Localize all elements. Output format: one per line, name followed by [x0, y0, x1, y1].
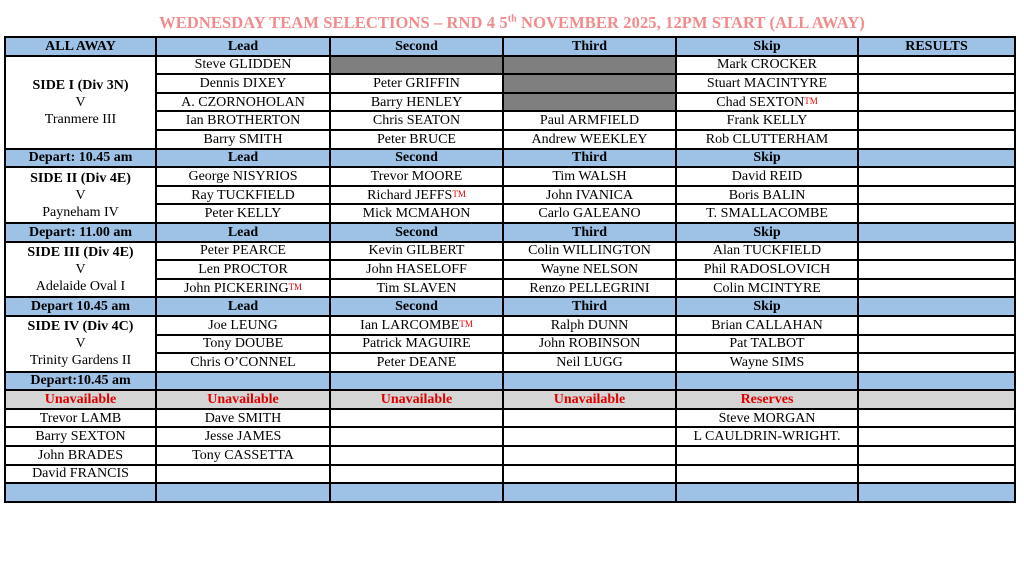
second-cell: Barry HENLEY	[330, 93, 503, 112]
unavailable-cell: Trevor LAMB	[5, 409, 156, 428]
table-row	[5, 242, 1015, 261]
lead-cell: John PICKERING™	[156, 279, 330, 298]
depart-time: Depart: 11.00 am	[5, 223, 156, 242]
lead-cell: Ian BROTHERTON	[156, 111, 330, 130]
empty-cell	[858, 427, 1015, 446]
band-blank	[858, 297, 1015, 316]
third-cell: Colin WILLINGTON	[503, 242, 676, 261]
header-row	[5, 37, 1015, 56]
empty-cell	[858, 446, 1015, 465]
unavailable-cell: Jesse JAMES	[156, 427, 330, 446]
lead-cell: Barry SMITH	[156, 130, 330, 149]
unavailable-cell	[503, 465, 676, 484]
unavailable-cell	[330, 446, 503, 465]
reserve-cell	[676, 446, 858, 465]
second-cell: Tim SLAVEN	[330, 279, 503, 298]
skip-cell: Wayne SIMS	[676, 353, 858, 372]
band-lead: Lead	[156, 223, 330, 242]
band-blank	[858, 483, 1015, 502]
unavailable-cell: Dave SMITH	[156, 409, 330, 428]
band-blank	[156, 483, 330, 502]
table-row	[5, 353, 1015, 372]
second-cell: Trevor MOORE	[330, 167, 503, 186]
reserve-cell	[676, 465, 858, 484]
result-cell	[858, 242, 1015, 261]
table-row	[5, 409, 1015, 428]
skip-cell: Colin MCINTYRE	[676, 279, 858, 298]
unavailable-header: Unavailable	[156, 390, 330, 409]
skip-cell: Phil RADOSLOVICH	[676, 260, 858, 279]
band-skip: Skip	[676, 149, 858, 168]
side-label: SIDE IV (Div 4C) V Trinity Gardens II	[5, 316, 156, 372]
unavailable-header-row	[5, 390, 1015, 409]
skip-cell: Mark CROCKER	[676, 56, 858, 75]
band-skip: Skip	[676, 297, 858, 316]
skip-cell: Frank KELLY	[676, 111, 858, 130]
lead-cell: Chris O’CONNEL	[156, 353, 330, 372]
lead-cell: Steve GLIDDEN	[156, 56, 330, 75]
depart-time: Depart:10.45 am	[5, 372, 156, 391]
band-third: Third	[503, 223, 676, 242]
band-blank	[858, 223, 1015, 242]
skip-cell: Brian CALLAHAN	[676, 316, 858, 335]
third-cell: Ralph DUNN	[503, 316, 676, 335]
tm-mark: TM	[288, 281, 303, 292]
skip-cell: Boris BALIN	[676, 186, 858, 205]
reserve-cell: L CAULDRIN-WRIGHT.	[676, 427, 858, 446]
result-cell	[858, 204, 1015, 223]
lead-cell: Joe LEUNG	[156, 316, 330, 335]
third-cell	[503, 74, 676, 93]
lead-cell: George NISYRIOS	[156, 167, 330, 186]
unavailable-cell	[156, 465, 330, 484]
result-cell	[858, 56, 1015, 75]
band-blank	[858, 149, 1015, 168]
third-cell: Tim WALSH	[503, 167, 676, 186]
second-cell: John HASELOFF	[330, 260, 503, 279]
depart-row	[5, 297, 1015, 316]
table-row	[5, 130, 1015, 149]
second-cell: Kevin GILBERT	[330, 242, 503, 261]
second-cell: Peter BRUCE	[330, 130, 503, 149]
third-cell: John ROBINSON	[503, 335, 676, 354]
table-row	[5, 111, 1015, 130]
second-cell: Ian LARCOMBE™	[330, 316, 503, 335]
result-cell	[858, 186, 1015, 205]
header-results: RESULTS	[858, 37, 1015, 56]
lead-cell: Len PROCTOR	[156, 260, 330, 279]
table-row	[5, 260, 1015, 279]
table-row	[5, 279, 1015, 298]
band-blank	[5, 483, 156, 502]
result-cell	[858, 353, 1015, 372]
second-cell: Patrick MAGUIRE	[330, 335, 503, 354]
third-cell	[503, 56, 676, 75]
band-blank	[330, 372, 503, 391]
third-cell: Wayne NELSON	[503, 260, 676, 279]
skip-cell: Rob CLUTTERHAM	[676, 130, 858, 149]
third-cell: Renzo PELLEGRINI	[503, 279, 676, 298]
second-cell: Peter GRIFFIN	[330, 74, 503, 93]
table-row	[5, 186, 1015, 205]
band-third: Third	[503, 149, 676, 168]
band-second: Second	[330, 297, 503, 316]
depart-row	[5, 223, 1015, 242]
table-row	[5, 465, 1015, 484]
depart-time: Depart 10.45 am	[5, 297, 156, 316]
header-second: Second	[330, 37, 503, 56]
table-row	[5, 167, 1015, 186]
skip-cell: Chad SEXTON™	[676, 93, 858, 112]
result-cell	[858, 93, 1015, 112]
result-cell	[858, 111, 1015, 130]
third-cell	[503, 93, 676, 112]
third-cell: Andrew WEEKLEY	[503, 130, 676, 149]
side-label: SIDE I (Div 3N) V Tranmere III	[5, 56, 156, 149]
second-cell: Richard JEFFS™	[330, 186, 503, 205]
table-row	[5, 56, 1015, 75]
third-cell: Neil LUGG	[503, 353, 676, 372]
third-cell: Carlo GALEANO	[503, 204, 676, 223]
second-cell: Chris SEATON	[330, 111, 503, 130]
unavailable-cell	[503, 446, 676, 465]
skip-cell: T. SMALLACOMBE	[676, 204, 858, 223]
band-lead: Lead	[156, 297, 330, 316]
unavailable-cell	[330, 409, 503, 428]
table-row	[5, 93, 1015, 112]
second-cell: Mick MCMAHON	[330, 204, 503, 223]
side-label: SIDE III (Div 4E) V Adelaide Oval I	[5, 242, 156, 298]
skip-cell: Alan TUCKFIELD	[676, 242, 858, 261]
unavailable-cell	[330, 427, 503, 446]
header-lead: Lead	[156, 37, 330, 56]
band-skip: Skip	[676, 223, 858, 242]
tm-mark: TM	[459, 318, 473, 329]
result-cell	[858, 335, 1015, 354]
header-third: Third	[503, 37, 676, 56]
band-blank	[858, 372, 1015, 391]
lead-cell: Tony DOUBE	[156, 335, 330, 354]
header-skip: Skip	[676, 37, 858, 56]
skip-cell: Stuart MACINTYRE	[676, 74, 858, 93]
band-second: Second	[330, 223, 503, 242]
unavailable-header: Unavailable	[330, 390, 503, 409]
third-cell: John IVANICA	[503, 186, 676, 205]
unavailable-cell: Tony CASSETTA	[156, 446, 330, 465]
lead-cell: A. CZORNOHOLAN	[156, 93, 330, 112]
band-blank	[503, 483, 676, 502]
unavailable-cell	[330, 465, 503, 484]
side-label: SIDE II (Div 4E) V Payneham IV	[5, 167, 156, 223]
tm-mark: TM	[804, 95, 818, 106]
table-row	[5, 316, 1015, 335]
lead-cell: Dennis DIXEY	[156, 74, 330, 93]
skip-cell: Pat TALBOT	[676, 335, 858, 354]
band-blank	[156, 372, 330, 391]
third-cell: Paul ARMFIELD	[503, 111, 676, 130]
second-cell: Peter DEANE	[330, 353, 503, 372]
band-second: Second	[330, 149, 503, 168]
lead-cell: Peter PEARCE	[156, 242, 330, 261]
table-row	[5, 446, 1015, 465]
header-all-away: ALL AWAY	[5, 37, 156, 56]
page-title: WEDNESDAY TEAM SELECTIONS – RND 4 5th NOVEMBER 2025, 12PM START (ALL AWAY)	[159, 13, 865, 32]
band-lead: Lead	[156, 149, 330, 168]
reserves-header: Reserves	[676, 390, 858, 409]
unavailable-header: Unavailable	[503, 390, 676, 409]
depart-row	[5, 149, 1015, 168]
table-row	[5, 204, 1015, 223]
selections-table	[4, 36, 1016, 503]
result-cell	[858, 260, 1015, 279]
result-cell	[858, 167, 1015, 186]
unavailable-cell: Barry SEXTON	[5, 427, 156, 446]
unavailable-cell	[503, 409, 676, 428]
unavailable-cell: John BRADES	[5, 446, 156, 465]
band-blank	[503, 372, 676, 391]
gray-blank	[858, 390, 1015, 409]
lead-cell: Peter KELLY	[156, 204, 330, 223]
result-cell	[858, 316, 1015, 335]
result-cell	[858, 279, 1015, 298]
lead-cell: Ray TUCKFIELD	[156, 186, 330, 205]
result-cell	[858, 74, 1015, 93]
empty-cell	[858, 465, 1015, 484]
depart-row	[5, 372, 1015, 391]
table-row	[5, 74, 1015, 93]
unavailable-cell	[503, 427, 676, 446]
band-third: Third	[503, 297, 676, 316]
band-blank	[676, 483, 858, 502]
skip-cell: David REID	[676, 167, 858, 186]
footer-band-row	[5, 483, 1015, 502]
tm-mark: TM	[452, 188, 466, 199]
band-blank	[330, 483, 503, 502]
band-blank	[676, 372, 858, 391]
unavailable-cell: David FRANCIS	[5, 465, 156, 484]
depart-time: Depart: 10.45 am	[5, 149, 156, 168]
result-cell	[858, 130, 1015, 149]
reserve-cell: Steve MORGAN	[676, 409, 858, 428]
table-row	[5, 335, 1015, 354]
table-row	[5, 427, 1015, 446]
second-cell	[330, 56, 503, 75]
empty-cell	[858, 409, 1015, 428]
unavailable-header: Unavailable	[5, 390, 156, 409]
